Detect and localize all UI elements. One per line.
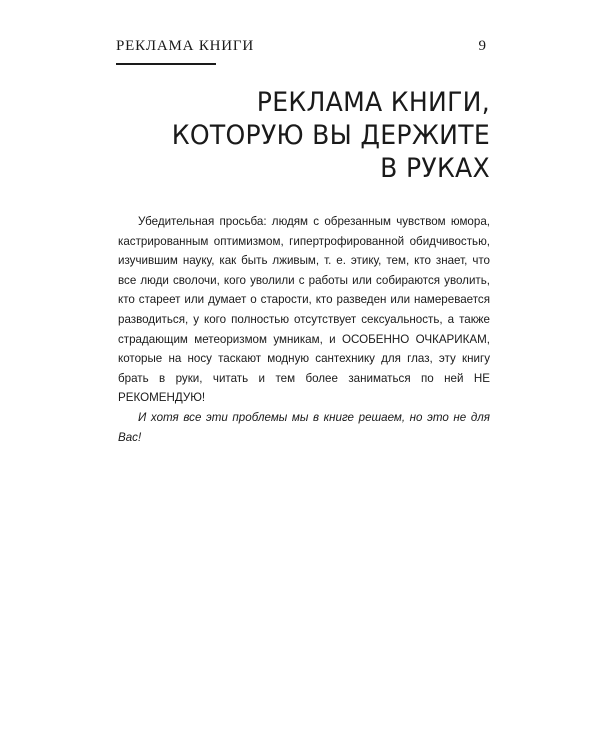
chapter-title-line-1: РЕКЛАМА КНИГИ, <box>256 87 490 118</box>
header-rule <box>116 63 216 65</box>
chapter-title-line-3: В РУКАХ <box>380 153 490 184</box>
page-header <box>116 38 486 62</box>
body-paragraph-2-italic: И хотя все эти проблемы мы в книге решаем, но это не для Вас! <box>118 410 490 444</box>
chapter-title-line-2: КОТОРУЮ ВЫ ДЕРЖИТЕ <box>171 120 490 151</box>
body-paragraph-1: Убедительная просьба: людям с обрезанным чувством юмора, кастрированным оптимизмом, гипертрофированной обидчивостью, изучившим науку, как быть лживым, т. е. этику, тем, кто знает, что все люди сволочи, кого уволили с работы или собираются уволить, кто стареет или думает о старости, кто разведен или намеревается разводиться, у кого полностью отсутствует сексуальность, а также страдающим метеоризмом умникам, и ОСОБЕННО ОЧКАРИКАМ, которые на носу таскают модную сантехнику для глаз, эту книгу брать в руки, читать и тем более заниматься по ней НЕ РЕКОМЕНДУЮ! <box>118 215 490 405</box>
running-title: РЕКЛАМА КНИГИ <box>116 38 255 54</box>
chapter-title <box>127 86 490 185</box>
page-number: 9 <box>478 38 486 54</box>
body-text <box>118 212 490 447</box>
